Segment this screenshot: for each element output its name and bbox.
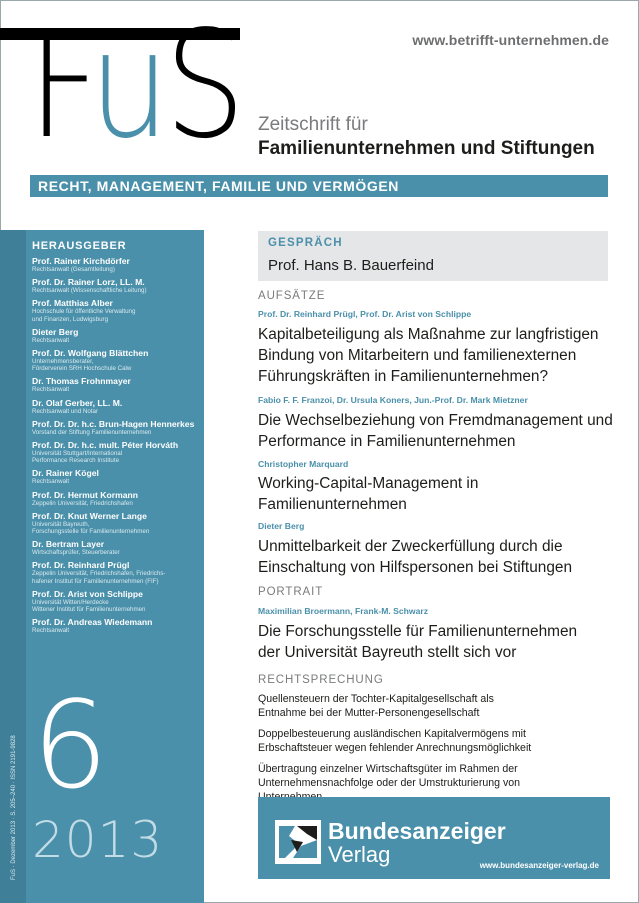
subtitle-line-1: Zeitschrift für bbox=[258, 114, 368, 135]
editor-entry bbox=[32, 589, 200, 613]
case-law-item[interactable]: Übertragung einzelner Wirtschaftsgüter im Rahmen der Unternehmensnachfolge oder der Umstrukturierung von bbox=[258, 763, 521, 789]
tagline-bar: RECHT, MANAGEMENT, FAMILIE UND VERMÖGEN bbox=[30, 175, 608, 197]
editor-entry bbox=[32, 511, 200, 535]
editor-name: Prof. Rainer Kirchdörfer bbox=[32, 256, 130, 266]
issue-reference: FuS · Dezember 2013 · S. 205–240 · ISSN 2191-9828 bbox=[11, 735, 17, 880]
editor-entry bbox=[32, 327, 200, 344]
editor-name: Prof. Dr. Wolfgang Blättchen bbox=[32, 348, 149, 359]
editor-name: Dr. Thomas Frohnmayer bbox=[32, 376, 131, 387]
editors-list bbox=[32, 256, 200, 638]
editor-role: Unternehmensberater, Förderverein SRH Hochschule Calw bbox=[32, 358, 132, 373]
editor-entry bbox=[32, 277, 200, 294]
editor-name: Prof. Matthias Alber bbox=[32, 298, 113, 309]
editor-role: Wirtschaftsprüfer, Steuerberater bbox=[32, 549, 120, 557]
case-law-item[interactable]: Doppelbesteuerung ausländischen Kapitalvermögens mit Erbschaftsteuer wegen fehlender Anrechnungsmöglichkeit bbox=[258, 728, 532, 754]
editor-name: Prof. Dr. Rainer Lorz, LL. M. bbox=[32, 277, 145, 288]
editor-name: Dr. Bertram Layer bbox=[32, 539, 105, 550]
editor-role: Rechtsanwalt bbox=[32, 336, 70, 344]
article-authors: Fabio F. F. Franzoi, Dr. Ursula Koners, Jun.-Prof. Dr. Mark Mietzner bbox=[258, 395, 528, 405]
editor-name: Prof. Dr. Arist von Schlippe bbox=[32, 588, 143, 599]
editor-role: Universität Stuttgart/International Performance Research Institute bbox=[32, 450, 123, 465]
editor-name: Prof. Dr. Dr. h.c. mult. Péter Horváth bbox=[32, 440, 179, 451]
subtitle-line-2: Familienunternehmen und Stiftungen bbox=[258, 138, 595, 159]
publisher-url[interactable]: www.bundesanzeiger-verlag.de bbox=[479, 861, 599, 870]
editor-entry bbox=[32, 398, 200, 415]
article-title[interactable]: Kapitalbeteiligung als Maßnahme zur langfristigen Bindung von Mitarbeitern und familienexternen Führungskräften in Familienunternehmen? bbox=[258, 326, 599, 385]
editor-role: Vorstand der Stiftung Familienunternehmen bbox=[32, 428, 152, 436]
article-title[interactable]: Die Wechselbeziehung von Fremdmanagement und Performance in Familienunternehmen bbox=[258, 412, 613, 450]
case-law-label: RECHTSPRECHUNG bbox=[258, 674, 384, 686]
editor-entry bbox=[32, 256, 200, 273]
editor-entry bbox=[32, 468, 200, 485]
portrait-title[interactable]: Die Forschungsstelle für Familienunternehmen der Universität Bayreuth stellt sich vor bbox=[258, 623, 578, 661]
editor-role: Rechtsanwalt und Notar bbox=[32, 407, 99, 415]
editor-role: Rechtsanwalt (Gesamtleitung) bbox=[32, 266, 115, 273]
editor-entry bbox=[32, 539, 200, 556]
editor-role: Zeppelin Universität, Friedrichshafen, Friedrichs- hafener Institut für Familienunternehmen (FIF) bbox=[32, 570, 166, 585]
editor-role: Rechtsanwalt (Wissenschaftliche Leitung) bbox=[32, 287, 147, 295]
articles-label: AUFSÄTZE bbox=[258, 290, 326, 302]
article-authors: Christopher Marquard bbox=[258, 459, 349, 469]
editor-entry bbox=[32, 419, 200, 436]
publisher-name-suffix: Verlag bbox=[328, 842, 391, 867]
article-title[interactable]: Unmittelbarkeit der Zweckerfüllung durch die Einschaltung von Hilfspersonen bei Stiftungen bbox=[258, 538, 572, 576]
publisher-name: Bundesanzeiger bbox=[328, 818, 506, 844]
editor-name: Dieter Berg bbox=[32, 326, 79, 337]
editor-name: Prof. Dr. Andreas Wiedemann bbox=[32, 617, 153, 628]
journal-logo: FuS bbox=[28, 0, 241, 171]
case-law-item[interactable]: Quellensteuern der Tochter-Kapitalgesellschaft als Entnahme bei der Mutter-Personengesellschaft bbox=[258, 693, 494, 719]
editor-name: Prof. Dr. Hermut Kormann bbox=[32, 489, 139, 500]
editor-role: Rechtsanwalt bbox=[32, 478, 70, 486]
portrait-label: PORTRAIT bbox=[258, 586, 324, 598]
bundesanzeiger-logo-icon bbox=[275, 820, 321, 864]
editor-role: Hochschule für öffentliche Verwaltung und Finanzen, Ludwigsburg bbox=[32, 308, 136, 323]
editor-entry bbox=[32, 348, 200, 372]
editor-entry bbox=[32, 298, 200, 322]
article-authors: Dieter Berg bbox=[258, 521, 305, 531]
interview-label: GESPRÄCH bbox=[268, 237, 343, 249]
interview-name: Prof. Hans B. Bauerfeind bbox=[268, 257, 434, 274]
issue-year: 2013 bbox=[32, 811, 164, 869]
editor-name: Prof. Dr. Knut Werner Lange bbox=[32, 510, 147, 521]
editor-entry bbox=[32, 376, 200, 393]
editor-entry bbox=[32, 617, 200, 634]
editor-name: Prof. Dr. Reinhard Prügl bbox=[32, 560, 130, 571]
editor-entry bbox=[32, 440, 200, 464]
editor-role: Rechtsanwalt bbox=[32, 386, 70, 394]
website-url[interactable]: www.betrifft-unternehmen.de bbox=[412, 32, 609, 48]
portrait-authors: Maximilian Broermann, Frank-M. Schwarz bbox=[258, 606, 429, 616]
editor-role: Rechtsanwalt bbox=[32, 627, 70, 635]
editor-name: Dr. Rainer Kögel bbox=[32, 468, 99, 479]
article-authors: Prof. Dr. Reinhard Prügl, Prof. Dr. Arist von Schlippe bbox=[258, 309, 472, 319]
editors-title: HERAUSGEBER bbox=[32, 240, 127, 252]
editor-name: Dr. Olaf Gerber, LL. M. bbox=[32, 397, 123, 408]
editor-role: Universität Witten/Herdecke Wittener Institut für Familienunternehmen bbox=[32, 598, 146, 614]
editor-name: Prof. Dr. Dr. h.c. Brun-Hagen Hennerkes bbox=[32, 418, 195, 429]
editor-role: Zeppelin Universität, Friedrichshafen bbox=[32, 499, 133, 507]
issue-number: 6 bbox=[32, 677, 109, 816]
editor-role: Universität Bayreuth, Forschungsstelle für Familienunternehmen bbox=[32, 520, 150, 536]
editor-entry bbox=[32, 560, 200, 584]
editor-entry bbox=[32, 490, 200, 507]
article-title[interactable]: Working-Capital-Management in Familienunternehmen bbox=[258, 475, 479, 513]
